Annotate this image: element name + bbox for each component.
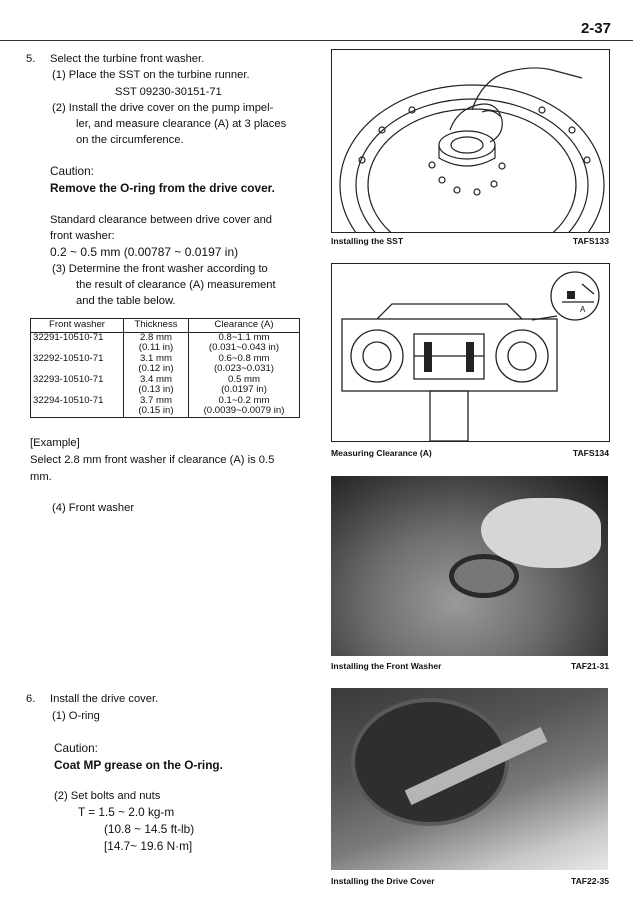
figure-2-caption: Measuring Clearance (A): [331, 448, 432, 458]
torque-nm: [14.7~ 19.6 N·m]: [104, 839, 193, 853]
clearance-cell: [189, 375, 300, 396]
clearance-cross-section: [332, 264, 609, 441]
standard-clearance-line2: front washer:: [50, 230, 115, 242]
thickness-in: (0.13 in): [138, 384, 174, 395]
clearance-in: (0.0039~0.0079 in): [203, 405, 285, 416]
thickness-cell: [124, 354, 189, 375]
step5-sst: SST 09230-30151-71: [115, 86, 222, 98]
example-label: [Example]: [30, 437, 80, 449]
clearance-cell: [189, 332, 300, 354]
figure-measuring-clearance: [331, 263, 610, 442]
front-washer-table: [30, 318, 300, 418]
table-row: [31, 396, 300, 418]
step6-caution-text: Coat MP grease on the O-ring.: [54, 758, 223, 772]
step6-number: 6.: [26, 693, 36, 705]
photo-installing-front-washer: [331, 476, 608, 656]
thickness-in: (0.12 in): [138, 363, 174, 374]
clearance-mm: 0.8~1.1 mm: [218, 331, 270, 343]
header-clearance: Clearance (A): [189, 319, 300, 333]
sst-tool: [439, 131, 495, 159]
figure-4-caption: Installing the Drive Cover: [331, 876, 435, 886]
step5-sub3-line3: and the table below.: [76, 295, 176, 307]
step5-sub3-line2: the result of clearance (A) measurement: [76, 279, 276, 291]
part-number: 32294-10510-71: [31, 396, 124, 418]
figure-installing-sst: [331, 49, 610, 233]
part-number: 32292-10510-71: [31, 354, 124, 375]
thickness-mm: 2.8 mm: [140, 331, 172, 343]
step6-sub1: (1) O-ring: [52, 710, 100, 722]
part-number: 32291-10510-71: [31, 332, 124, 354]
thickness-cell: [124, 396, 189, 418]
step5-sub2-line3: on the circumference.: [76, 134, 184, 146]
step5-caution-label: Caution:: [50, 164, 94, 178]
table-header-row: [31, 319, 300, 333]
header-rule: [0, 40, 633, 41]
table-row: [31, 332, 300, 354]
step5-title: Select the turbine front washer.: [50, 53, 205, 65]
standard-clearance-line1: Standard clearance between drive cover and: [50, 214, 273, 226]
step5-sub2-line2: ler, and measure clearance (A) at 3 places: [76, 118, 287, 130]
clearance-mm: 0.5 mm: [228, 373, 260, 385]
step6-sub2: (2) Set bolts and nuts: [54, 790, 161, 802]
step5-caution-text: Remove the O-ring from the drive cover.: [50, 181, 275, 195]
clearance-in: (0.0197 in): [221, 384, 267, 395]
clearance-in: (0.031~0.043 in): [208, 342, 280, 353]
thickness-cell: [124, 332, 189, 354]
clearance-a-label: A: [580, 305, 586, 314]
table-row: [31, 354, 300, 375]
hand-outline: [472, 68, 582, 110]
clearance-cell: [189, 396, 300, 418]
step6-title: Install the drive cover.: [50, 693, 159, 705]
thickness-cell: [124, 375, 189, 396]
example-line1: Select 2.8 mm front washer if clearance (A) is 0.5: [30, 454, 275, 466]
figure-3-caption: Installing the Front Washer: [331, 661, 442, 671]
step6-caution-label: Caution:: [54, 741, 98, 755]
example-line2: mm.: [30, 471, 52, 483]
shaft: [430, 391, 468, 441]
figure-1-caption: Installing the SST: [331, 236, 404, 246]
standard-clearance-value: 0.2 ~ 0.5 mm (0.00787 ~ 0.0197 in): [50, 245, 239, 259]
step5-sub1: (1) Place the SST on the turbine runner.: [52, 69, 250, 81]
torque-kgm: T = 1.5 ~ 2.0 kg-m: [78, 805, 175, 819]
clearance-in: (0.023~0.031): [213, 363, 274, 374]
clearance-mm: 0.1~0.2 mm: [218, 394, 270, 406]
figure-4-code: TAF22-35: [570, 876, 609, 886]
torque-ftlb: (10.8 ~ 14.5 ft-lb): [104, 822, 195, 836]
part-number: 32293-10510-71: [31, 375, 124, 396]
step5-sub4: (4) Front washer: [52, 502, 135, 514]
clearance-mm: 0.6~0.8 mm: [218, 352, 270, 364]
thickness-in: (0.11 in): [138, 342, 174, 353]
thickness-in: (0.15 in): [138, 405, 174, 416]
header-front-washer: Front washer: [31, 319, 124, 333]
figure-1-code: TAFS133: [572, 236, 609, 246]
page-number: 2-37: [580, 20, 611, 37]
sst-illustration: [332, 50, 609, 232]
thickness-mm: 3.4 mm: [140, 373, 172, 385]
step5-sub2-line1: (2) Install the drive cover on the pump impel-: [52, 102, 274, 114]
clearance-cell: [189, 354, 300, 375]
figure-2-code: TAFS134: [572, 448, 609, 458]
thickness-mm: 3.7 mm: [140, 394, 172, 406]
thickness-mm: 3.1 mm: [140, 352, 172, 364]
step5-number: 5.: [26, 53, 36, 65]
figure-3-code: TAF21-31: [570, 661, 609, 671]
step5-sub3-line1: (3) Determine the front washer according to: [52, 263, 268, 275]
header-thickness: Thickness: [124, 319, 189, 333]
table-row: [31, 375, 300, 396]
photo-installing-drive-cover: [331, 688, 608, 870]
